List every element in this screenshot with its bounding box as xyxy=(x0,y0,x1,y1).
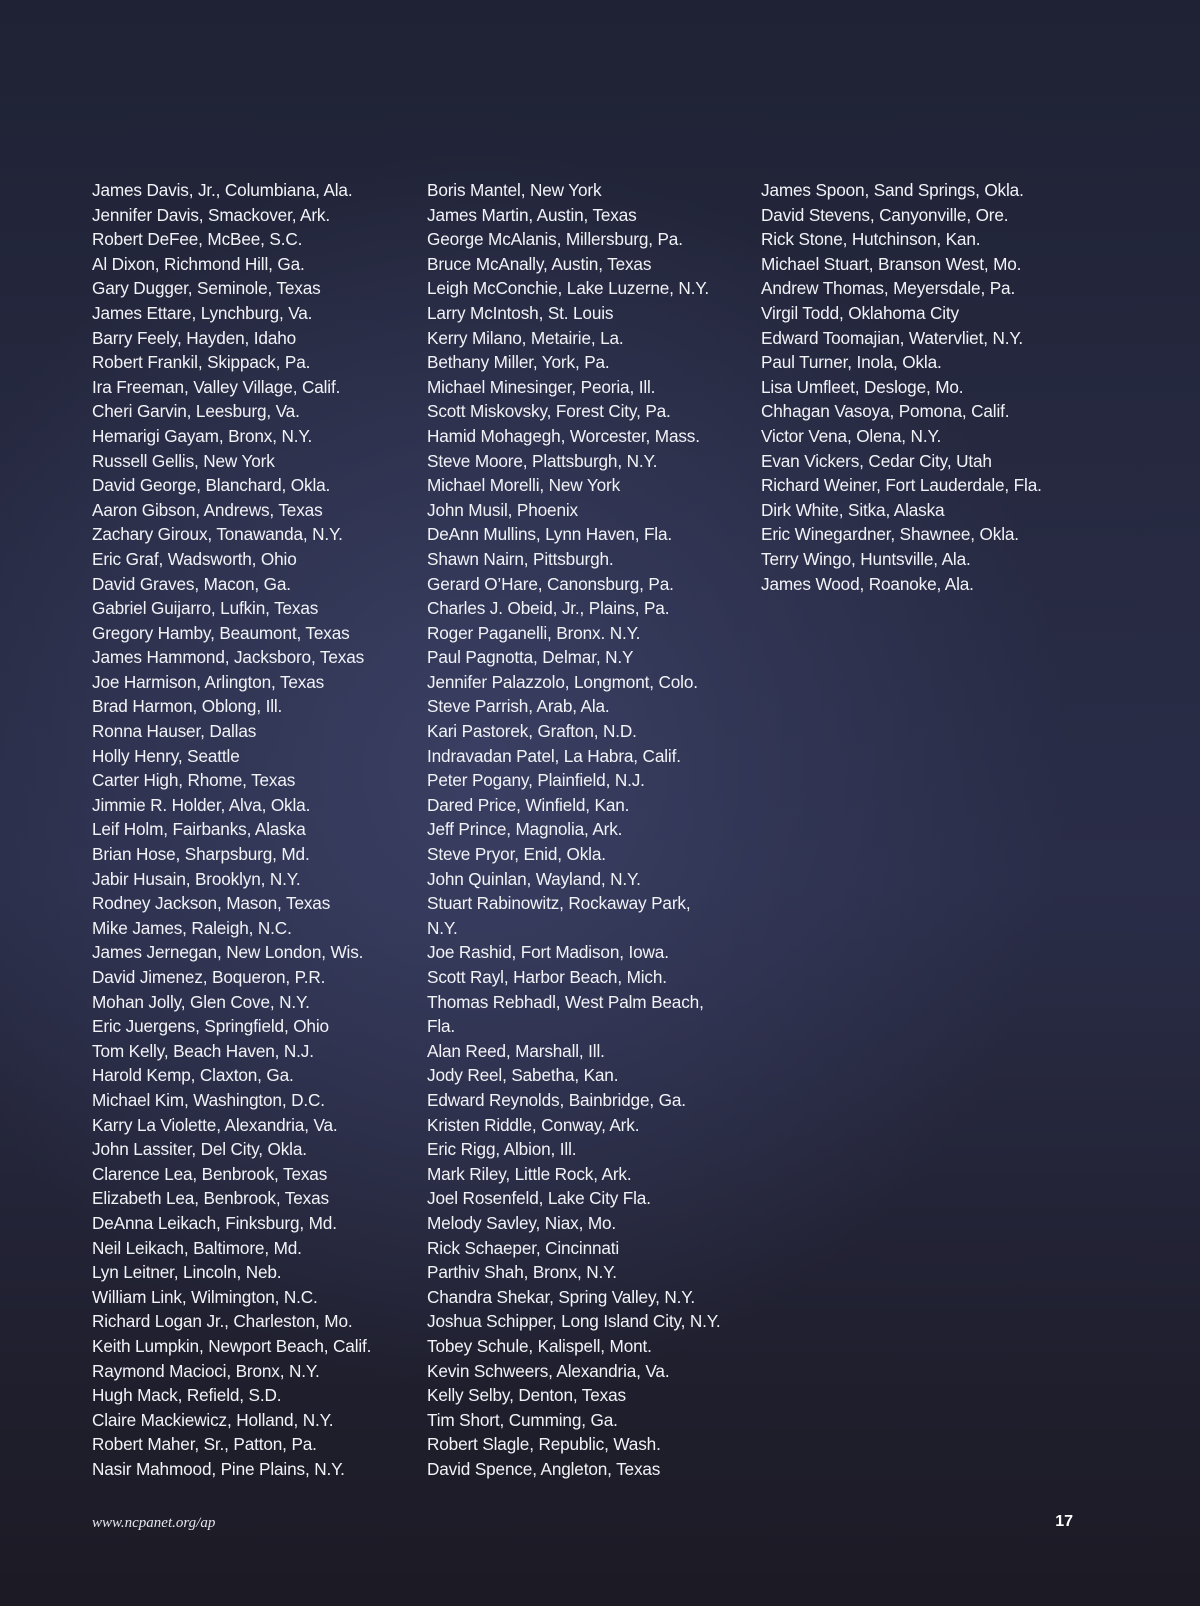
list-item: Brad Harmon, Oblong, Ill. xyxy=(92,696,283,717)
list-item: John Quinlan, Wayland, N.Y. xyxy=(427,868,641,889)
list-item: Kerry Milano, Metairie, La. xyxy=(427,327,624,348)
list-item: Mark Riley, Little Rock, Ark. xyxy=(427,1163,632,1184)
list-item: Dirk White, Sitka, Alaska xyxy=(761,499,945,520)
list-item: Lyn Leitner, Lincoln, Neb. xyxy=(92,1262,282,1283)
list-item: Robert DeFee, McBee, S.C. xyxy=(92,229,303,250)
list-item: Holly Henry, Seattle xyxy=(92,745,240,766)
list-item: Virgil Todd, Oklahoma City xyxy=(761,302,959,323)
list-item: William Link, Wilmington, N.C. xyxy=(92,1286,318,1307)
list-item: Richard Weiner, Fort Lauderdale, Fla. xyxy=(761,475,1042,496)
list-item: Robert Maher, Sr., Patton, Pa. xyxy=(92,1434,317,1455)
list-item: Carter High, Rhome, Texas xyxy=(92,770,296,791)
list-item: Leigh McConchie, Lake Luzerne, N.Y. xyxy=(427,278,710,299)
list-item: Evan Vickers, Cedar City, Utah xyxy=(761,450,992,471)
list-item: Charles J. Obeid, Jr., Plains, Pa. xyxy=(427,598,670,619)
list-item: David George, Blanchard, Okla. xyxy=(92,475,331,496)
list-item: Al Dixon, Richmond Hill, Ga. xyxy=(92,253,305,274)
list-item: Cheri Garvin, Leesburg, Va. xyxy=(92,401,300,422)
list-item: Bethany Miller, York, Pa. xyxy=(427,352,610,373)
list-item: Rick Stone, Hutchinson, Kan. xyxy=(761,229,981,250)
list-item: Joe Rashid, Fort Madison, Iowa. xyxy=(427,942,669,963)
list-item: Eric Graf, Wadsworth, Ohio xyxy=(92,548,297,569)
list-item: Fla. xyxy=(427,1016,456,1037)
list-item: Hugh Mack, Refield, S.D. xyxy=(92,1385,282,1406)
list-item: Robert Frankil, Skippack, Pa. xyxy=(92,352,311,373)
list-item: Kristen Riddle, Conway, Ark. xyxy=(427,1114,640,1135)
list-item: Joe Harmison, Arlington, Texas xyxy=(92,671,325,692)
footer-url: www.ncpanet.org/ap xyxy=(92,1515,216,1531)
list-item: David Spence, Angleton, Texas xyxy=(427,1458,661,1479)
list-item: John Musil, Phoenix xyxy=(427,499,578,520)
list-item: Rodney Jackson, Mason, Texas xyxy=(92,893,331,914)
list-item: Paul Turner, Inola, Okla. xyxy=(761,352,942,373)
list-item: Ronna Hauser, Dallas xyxy=(92,721,257,742)
list-item: Chandra Shekar, Spring Valley, N.Y. xyxy=(427,1286,695,1307)
list-item: DeAnn Mullins, Lynn Haven, Fla. xyxy=(427,524,673,545)
list-item: Claire Mackiewicz, Holland, N.Y. xyxy=(92,1409,334,1430)
list-item: Tom Kelly, Beach Haven, N.J. xyxy=(92,1040,314,1061)
list-item: Chhagan Vasoya, Pomona, Calif. xyxy=(761,401,1010,422)
list-item: Scott Rayl, Harbor Beach, Mich. xyxy=(427,967,667,987)
list-item: Gregory Hamby, Beaumont, Texas xyxy=(92,622,350,643)
list-item: Jennifer Palazzolo, Longmont, Colo. xyxy=(427,671,698,692)
list-item: Zachary Giroux, Tonawanda, N.Y. xyxy=(92,524,343,545)
list-item: DeAnna Leikach, Finksburg, Md. xyxy=(92,1212,337,1233)
list-item: Paul Pagnotta, Delmar, N.Y xyxy=(427,647,634,668)
list-item: James Davis, Jr., Columbiana, Ala. xyxy=(92,180,353,200)
list-item: Rick Schaeper, Cincinnati xyxy=(427,1237,620,1258)
list-item: Michael Minesinger, Peoria, Ill. xyxy=(427,376,656,397)
list-item: Russell Gellis, New York xyxy=(92,450,275,471)
list-item: Hamid Mohagegh, Worcester, Mass. xyxy=(427,425,700,446)
list-item: Hemarigi Gayam, Bronx, N.Y. xyxy=(92,425,313,446)
list-item: Leif Holm, Fairbanks, Alaska xyxy=(92,819,306,840)
list-item: Gerard O’Hare, Canonsburg, Pa. xyxy=(427,573,674,594)
list-item: Stuart Rabinowitz, Rockaway Park, xyxy=(427,893,691,914)
list-item: Alan Reed, Marshall, Ill. xyxy=(427,1040,605,1061)
list-item: Andrew Thomas, Meyersdale, Pa. xyxy=(761,278,1016,299)
list-item: Lisa Umfleet, Desloge, Mo. xyxy=(761,376,964,397)
list-item: Elizabeth Lea, Benbrook, Texas xyxy=(92,1188,329,1209)
list-item: Jody Reel, Sabetha, Kan. xyxy=(427,1065,619,1086)
list-item: Gabriel Guijarro, Lufkin, Texas xyxy=(92,598,319,619)
list-item: Victor Vena, Olena, N.Y. xyxy=(761,425,942,446)
list-item: Mohan Jolly, Glen Cove, N.Y. xyxy=(92,991,310,1012)
list-item: Steve Parrish, Arab, Ala. xyxy=(427,696,610,717)
list-item: Edward Toomajian, Watervliet, N.Y. xyxy=(761,327,1024,348)
list-item: Eric Juergens, Springfield, Ohio xyxy=(92,1016,329,1037)
list-item: Eric Rigg, Albion, Ill. xyxy=(427,1139,577,1160)
page-number: 17 xyxy=(1055,1513,1073,1530)
list-item: Shawn Nairn, Pittsburgh. xyxy=(427,548,614,569)
list-item: Robert Slagle, Republic, Wash. xyxy=(427,1434,661,1455)
list-item: Roger Paganelli, Bronx. N.Y. xyxy=(427,622,641,643)
list-item: Melody Savley, Niax, Mo. xyxy=(427,1212,617,1233)
list-item: Brian Hose, Sharpsburg, Md. xyxy=(92,844,310,865)
list-item: Boris Mantel, New York xyxy=(427,180,602,200)
list-item: Thomas Rebhadl, West Palm Beach, xyxy=(427,991,704,1012)
list-item: Neil Leikach, Baltimore, Md. xyxy=(92,1237,302,1258)
list-item: Joshua Schipper, Long Island City, N.Y. xyxy=(427,1311,721,1332)
list-item: David Graves, Macon, Ga. xyxy=(92,573,291,594)
list-item: Indravadan Patel, La Habra, Calif. xyxy=(427,745,681,766)
list-item: James Jernegan, New London, Wis. xyxy=(92,942,364,963)
list-item: Eric Winegardner, Shawnee, Okla. xyxy=(761,524,1019,545)
list-item: Tobey Schule, Kalispell, Mont. xyxy=(427,1335,652,1356)
list-item: Dared Price, Winfield, Kan. xyxy=(427,794,630,815)
list-item: Keith Lumpkin, Newport Beach, Calif. xyxy=(92,1335,372,1356)
list-item: Jennifer Davis, Smackover, Ark. xyxy=(92,204,330,225)
list-item: David Jimenez, Boqueron, P.R. xyxy=(92,967,326,987)
list-item: Steve Pryor, Enid, Okla. xyxy=(427,844,606,865)
list-item: Terry Wingo, Huntsville, Ala. xyxy=(761,548,971,569)
list-item: Tim Short, Cumming, Ga. xyxy=(427,1409,618,1430)
list-item: Kari Pastorek, Grafton, N.D. xyxy=(427,721,637,742)
list-item: Peter Pogany, Plainfield, N.J. xyxy=(427,770,645,791)
list-item: N.Y. xyxy=(427,917,458,938)
list-item: David Stevens, Canyonville, Ore. xyxy=(761,204,1009,225)
list-item: James Martin, Austin, Texas xyxy=(427,204,637,225)
list-item: Michael Morelli, New York xyxy=(427,475,621,496)
list-item: Jimmie R. Holder, Alva, Okla. xyxy=(92,794,311,815)
name-column-1 xyxy=(92,178,412,1481)
list-item: Joel Rosenfeld, Lake City Fla. xyxy=(427,1188,651,1209)
list-item: Scott Miskovsky, Forest City, Pa. xyxy=(427,401,671,422)
list-item: James Hammond, Jacksboro, Texas xyxy=(92,647,365,668)
list-item: Parthiv Shah, Bronx, N.Y. xyxy=(427,1262,617,1283)
list-item: Larry McIntosh, St. Louis xyxy=(427,302,614,323)
list-item: Edward Reynolds, Bainbridge, Ga. xyxy=(427,1089,686,1110)
list-item: Harold Kemp, Claxton, Ga. xyxy=(92,1065,294,1086)
list-item: Richard Logan Jr., Charleston, Mo. xyxy=(92,1311,353,1332)
list-item: Barry Feely, Hayden, Idaho xyxy=(92,327,297,348)
list-item: James Wood, Roanoke, Ala. xyxy=(761,573,974,594)
list-item: George McAlanis, Millersburg, Pa. xyxy=(427,229,683,250)
list-item: James Ettare, Lynchburg, Va. xyxy=(92,302,313,323)
list-item: Kevin Schweers, Alexandria, Va. xyxy=(427,1360,670,1381)
name-column-3 xyxy=(761,178,1091,596)
list-item: Mike James, Raleigh, N.C. xyxy=(92,917,292,938)
list-item: John Lassiter, Del City, Okla. xyxy=(92,1139,307,1160)
list-item: Gary Dugger, Seminole, Texas xyxy=(92,278,321,299)
list-item: Michael Stuart, Branson West, Mo. xyxy=(761,253,1022,274)
list-item: Jeff Prince, Magnolia, Ark. xyxy=(427,819,623,840)
list-item: Aaron Gibson, Andrews, Texas xyxy=(92,499,323,520)
list-item: Kelly Selby, Denton, Texas xyxy=(427,1385,626,1406)
name-column-2 xyxy=(427,178,742,1481)
list-item: James Spoon, Sand Springs, Okla. xyxy=(761,180,1024,200)
list-item: Nasir Mahmood, Pine Plains, N.Y. xyxy=(92,1458,345,1479)
list-item: Karry La Violette, Alexandria, Va. xyxy=(92,1114,338,1135)
list-item: Steve Moore, Plattsburgh, N.Y. xyxy=(427,450,658,471)
list-item: Jabir Husain, Brooklyn, N.Y. xyxy=(92,868,301,889)
list-item: Bruce McAnally, Austin, Texas xyxy=(427,253,652,274)
list-item: Raymond Macioci, Bronx, N.Y. xyxy=(92,1360,320,1381)
list-item: Clarence Lea, Benbrook, Texas xyxy=(92,1163,328,1184)
list-item: Ira Freeman, Valley Village, Calif. xyxy=(92,376,341,397)
list-item: Michael Kim, Washington, D.C. xyxy=(92,1089,325,1110)
